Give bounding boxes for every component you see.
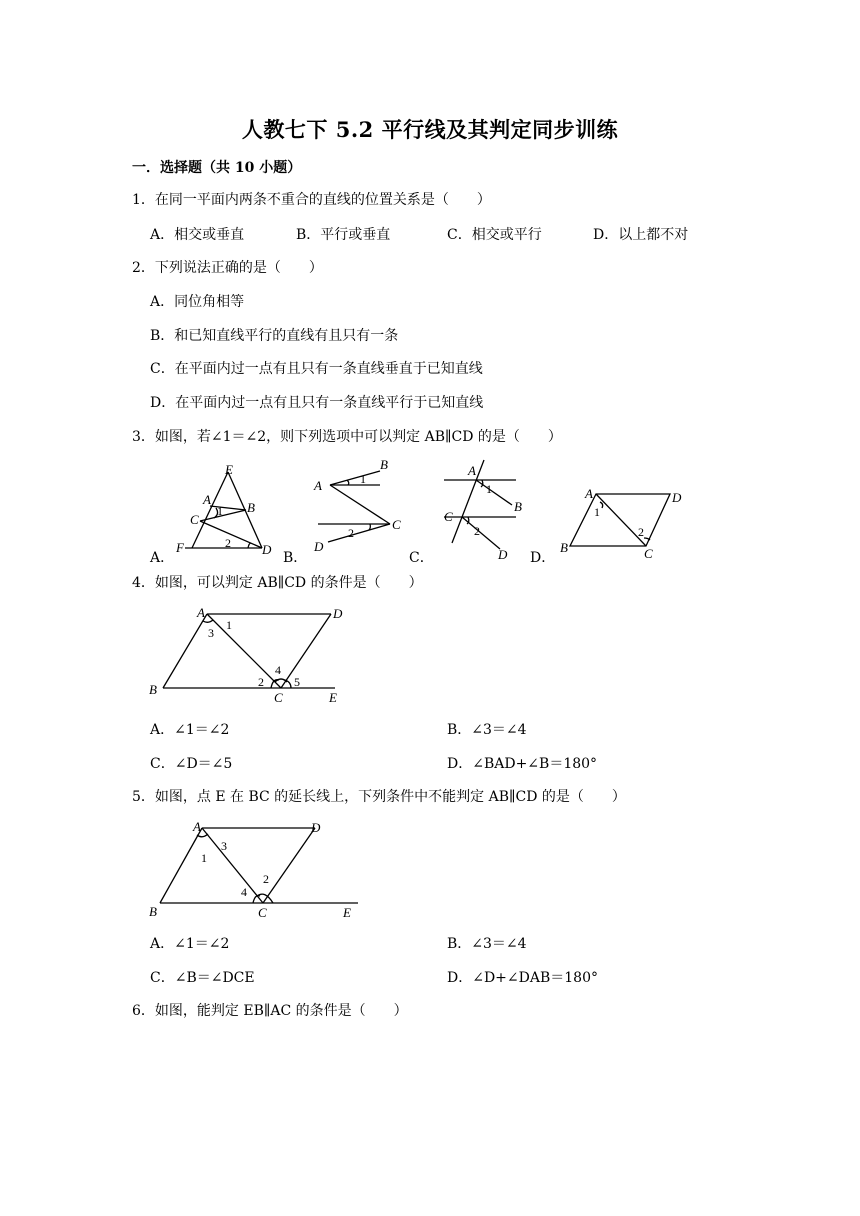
q4-option-a: A．∠1＝∠2 xyxy=(150,722,230,738)
q3a-angle-2: 2 xyxy=(225,536,231,550)
q5-label-c: C xyxy=(258,905,267,920)
q3a-label-f: F xyxy=(176,540,184,555)
q3b-label-d: D xyxy=(314,539,324,554)
q2-option-a: A．同位角相等 xyxy=(150,294,245,310)
q3a-label-d: D xyxy=(262,542,272,557)
q5-label-a: A xyxy=(193,819,201,834)
q4-angle-3: 3 xyxy=(208,626,214,640)
question-2-stem: 2．下列说法正确的是（ ） xyxy=(132,260,323,276)
q2-option-c: C．在平面内过一点有且只有一条直线垂直于已知直线 xyxy=(150,361,483,377)
q3a-angle-1: 1 xyxy=(217,504,223,518)
q5-label-b: B xyxy=(149,904,157,919)
q5-label-e: E xyxy=(343,905,351,920)
q4-angle-4: 4 xyxy=(275,663,281,677)
q3b-angle-2: 2 xyxy=(348,526,354,540)
q3-option-c: C． xyxy=(409,550,434,566)
q3c-angle-2: 2 xyxy=(474,524,480,538)
q5-angle-2: 2 xyxy=(263,872,269,886)
q5-option-d: D．∠D+∠DAB＝180° xyxy=(447,970,598,986)
q3c-figure xyxy=(438,455,538,560)
q3a-figure xyxy=(170,462,280,562)
q3-option-a: A． xyxy=(150,550,175,566)
q4-option-b: B．∠3＝∠4 xyxy=(447,722,527,738)
q1-option-d: D．以上都不对 xyxy=(593,227,689,243)
q4-label-e: E xyxy=(329,690,337,705)
q5-angle-1: 1 xyxy=(201,851,207,865)
q3d-label-d: D xyxy=(672,490,682,505)
section-heading: 一．选择题（共 10 小题） xyxy=(132,160,302,176)
q3d-angle-2: 2 xyxy=(638,525,644,539)
question-5-stem: 5．如图，点 E 在 BC 的延长线上，下列条件中不能判定 AB∥CD 的是（ ） xyxy=(132,789,626,805)
question-6-stem: 6．如图，能判定 EB∥AC 的条件是（ ） xyxy=(132,1003,408,1019)
question-1-stem: 1．在同一平面内两条不重合的直线的位置关系是（ ） xyxy=(132,192,491,208)
q2-option-d: D．在平面内过一点有且只有一条直线平行于已知直线 xyxy=(150,395,484,411)
q1-option-b: B．平行或垂直 xyxy=(296,227,391,243)
q4-option-d: D．∠BAD+∠B＝180° xyxy=(447,756,598,772)
q3b-label-a: A xyxy=(314,478,322,493)
q3c-label-c: C xyxy=(444,509,453,524)
q3b-label-b: B xyxy=(380,457,388,472)
question-4-stem: 4．如图，可以判定 AB∥CD 的条件是（ ） xyxy=(132,575,423,591)
q3c-angle-1: 1 xyxy=(486,482,492,496)
q4-label-c: C xyxy=(274,690,283,705)
q5-angle-4: 4 xyxy=(241,885,247,899)
q3-option-d: D． xyxy=(530,550,556,566)
q3a-label-a: A xyxy=(203,492,211,507)
q3c-label-b: B xyxy=(514,499,522,514)
q4-angle-2: 2 xyxy=(258,675,264,689)
q1-option-a: A．相交或垂直 xyxy=(150,227,245,243)
q3d-label-c: C xyxy=(644,546,653,561)
q4-angle-5: 5 xyxy=(294,675,300,689)
q4-label-d: D xyxy=(333,606,343,621)
q3d-figure xyxy=(558,482,698,562)
question-3-stem: 3．如图，若∠1＝∠2，则下列选项中可以判定 AB∥CD 的是（ ） xyxy=(132,429,562,445)
q3-option-b: B． xyxy=(283,550,308,566)
q4-label-a: A xyxy=(197,605,205,620)
q3c-label-a: A xyxy=(468,463,476,478)
q4-figure xyxy=(145,602,355,712)
q3b-angle-1: 1 xyxy=(360,472,366,486)
q3c-label-d: D xyxy=(498,547,508,562)
q3b-label-c: C xyxy=(392,517,401,532)
q3d-label-a: A xyxy=(585,486,593,501)
q2-option-b: B．和已知直线平行的直线有且只有一条 xyxy=(150,328,399,344)
q4-label-b: B xyxy=(149,682,157,697)
q3d-angle-1: 1 xyxy=(594,505,600,519)
q4-angle-1: 1 xyxy=(226,618,232,632)
q5-figure xyxy=(145,816,370,926)
q5-option-a: A．∠1＝∠2 xyxy=(150,936,230,952)
q3a-label-e: E xyxy=(225,462,233,477)
q5-angle-3: 3 xyxy=(221,839,227,853)
q3b-figure xyxy=(312,455,412,555)
q5-option-b: B．∠3＝∠4 xyxy=(447,936,527,952)
q5-label-d: D xyxy=(311,820,321,835)
page-title: 人教七下 5.2 平行线及其判定同步训练 xyxy=(241,117,619,142)
q4-option-c: C．∠D＝∠5 xyxy=(150,756,233,772)
q3a-label-c: C xyxy=(190,512,199,527)
q5-option-c: C．∠B＝∠DCE xyxy=(150,970,255,986)
q3a-label-b: B xyxy=(247,500,255,515)
q3d-label-b: B xyxy=(560,540,568,555)
q1-option-c: C．相交或平行 xyxy=(447,227,542,243)
